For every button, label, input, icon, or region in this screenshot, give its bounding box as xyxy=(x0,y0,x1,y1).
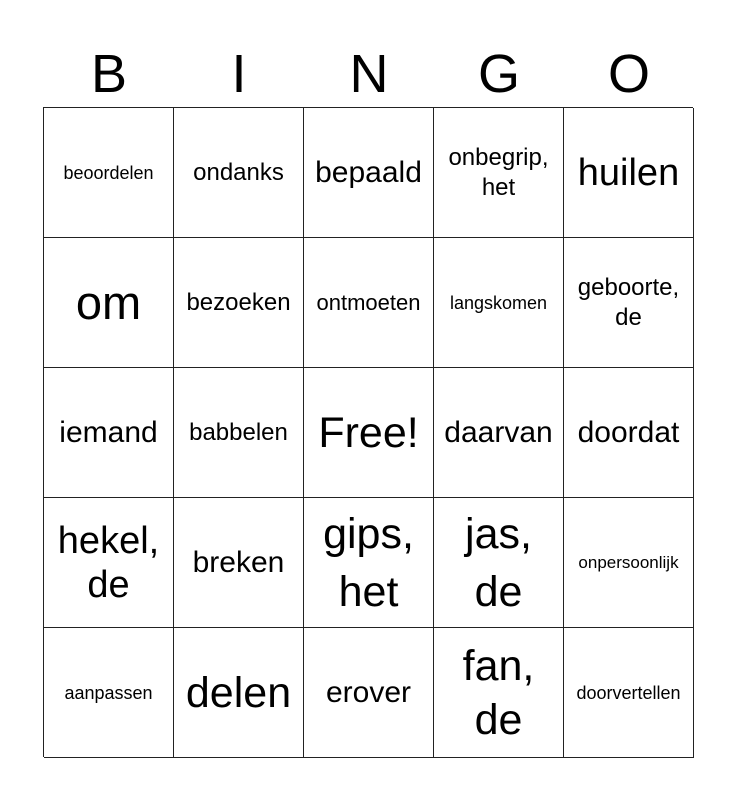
bingo-cell[interactable] xyxy=(434,368,564,498)
cell-word: onbegrip, het xyxy=(448,143,549,201)
bingo-cell[interactable] xyxy=(174,498,304,628)
bingo-cell[interactable] xyxy=(174,108,304,238)
cell-word: daarvan xyxy=(444,415,553,449)
cell-word: delen xyxy=(185,668,292,717)
free-space-cell xyxy=(304,368,434,498)
cell-word: onpersoonlijk xyxy=(578,552,679,572)
cell-word: breken xyxy=(192,545,285,579)
bingo-cell[interactable] xyxy=(564,628,694,758)
bingo-cell[interactable] xyxy=(304,238,434,368)
bingo-cell[interactable] xyxy=(564,108,694,238)
bingo-cell[interactable] xyxy=(304,628,434,758)
header-letter-i: I xyxy=(231,44,247,104)
cell-word: jas, de xyxy=(465,509,532,616)
free-space-label: Free! xyxy=(318,408,419,457)
cell-word: iemand xyxy=(59,415,158,449)
bingo-cell[interactable] xyxy=(434,238,564,368)
cell-word: beoordelen xyxy=(63,162,154,183)
header-letter-b: B xyxy=(90,44,128,104)
cell-word: geboorte, de xyxy=(577,273,680,331)
cell-word: huilen xyxy=(577,151,680,194)
header-letter-o: O xyxy=(607,44,650,104)
bingo-cell[interactable] xyxy=(564,238,694,368)
cell-word: erover xyxy=(325,675,412,709)
bingo-cell[interactable] xyxy=(564,368,694,498)
bingo-cell[interactable] xyxy=(174,368,304,498)
cell-word: bezoeken xyxy=(186,288,291,316)
bingo-cell[interactable] xyxy=(304,498,434,628)
bingo-board xyxy=(43,107,693,757)
bingo-cell[interactable] xyxy=(304,108,434,238)
bingo-cell[interactable] xyxy=(434,108,564,238)
bingo-cell[interactable] xyxy=(44,238,174,368)
cell-word: gips, het xyxy=(323,509,414,616)
bingo-cell[interactable] xyxy=(174,238,304,368)
bingo-cell[interactable] xyxy=(44,628,174,758)
cell-word: hekel, de xyxy=(57,519,160,606)
cell-word: fan, de xyxy=(462,641,535,744)
bingo-cell[interactable] xyxy=(174,628,304,758)
bingo-cell[interactable] xyxy=(434,498,564,628)
bingo-header xyxy=(44,38,694,110)
bingo-cell[interactable] xyxy=(434,628,564,758)
cell-word: aanpassen xyxy=(64,682,153,703)
cell-word: doordat xyxy=(577,415,680,449)
cell-word: langskomen xyxy=(449,292,548,313)
cell-word: bepaald xyxy=(315,155,422,189)
header-letter-g: G xyxy=(477,44,520,104)
cell-word: ondanks xyxy=(193,158,284,186)
bingo-cell[interactable] xyxy=(564,498,694,628)
bingo-cell[interactable] xyxy=(44,498,174,628)
header-letter-n: N xyxy=(349,44,389,104)
cell-word: om xyxy=(75,275,142,329)
cell-word: babbelen xyxy=(189,418,288,446)
bingo-cell[interactable] xyxy=(44,368,174,498)
cell-word: ontmoeten xyxy=(316,289,421,315)
cell-word: doorvertellen xyxy=(576,682,681,703)
bingo-cell[interactable] xyxy=(44,108,174,238)
